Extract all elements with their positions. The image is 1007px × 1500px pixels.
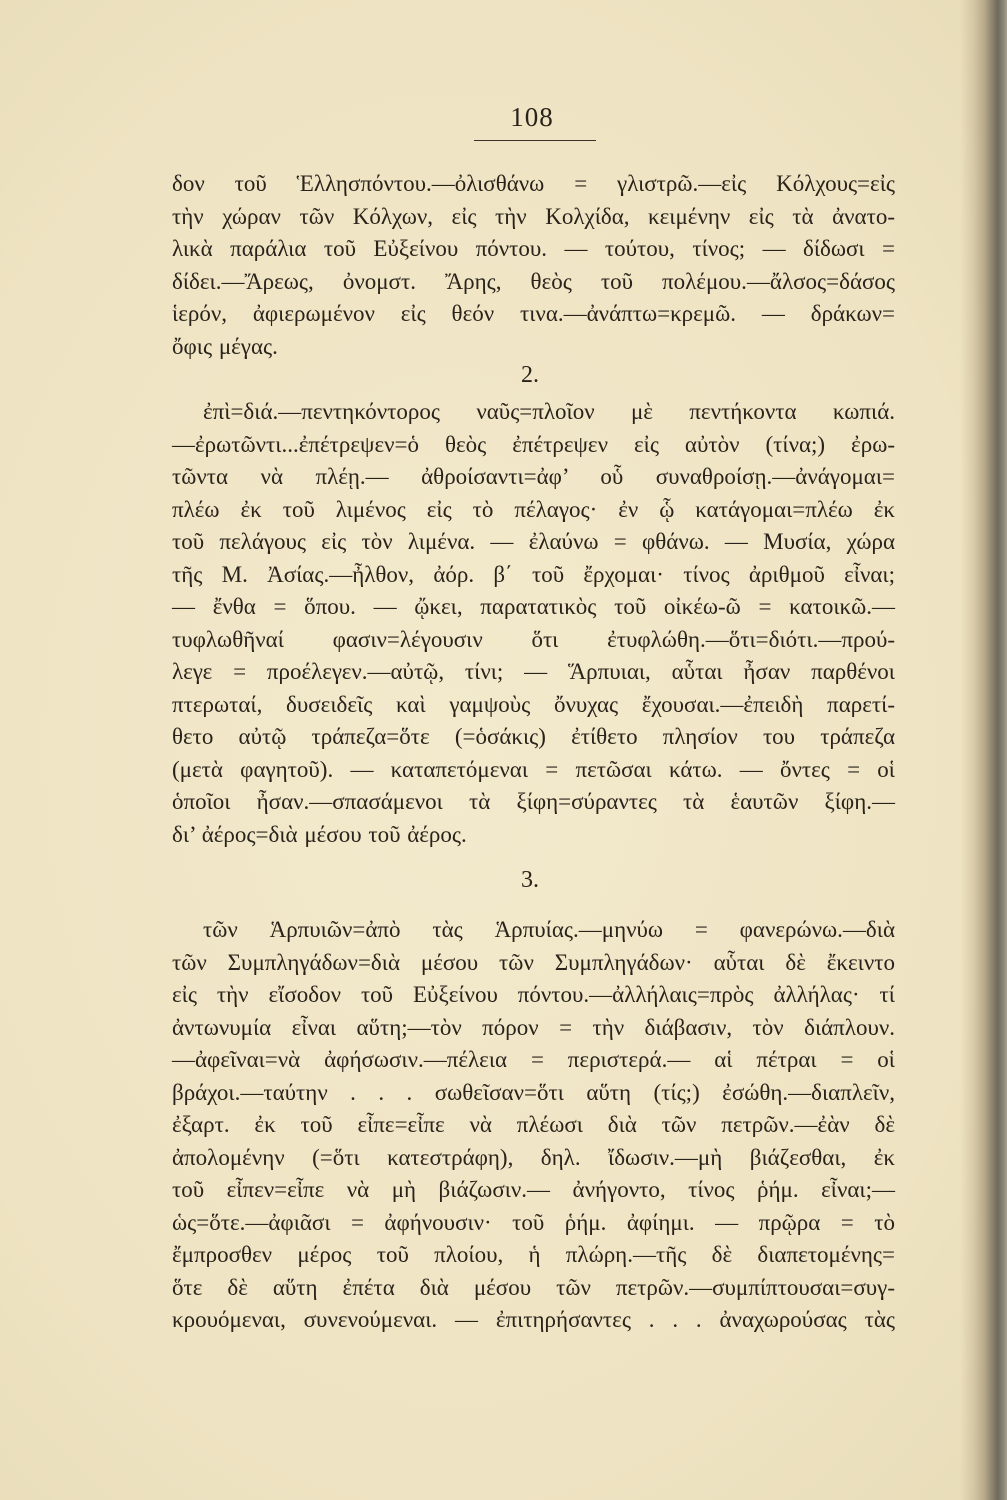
text-line: τῶντα νὰ πλέῃ.— ἀθροίσαντι=ἀφ’ οὗ συναθροίσῃ.—ἀνάγομαι= xyxy=(172,464,895,489)
text-line: βράχοι.—ταύτην . . . σωθεῖσαν=ὅτι αὕτη (τίς;) ἐσώθη.—διαπλεῖν, xyxy=(172,1079,895,1105)
section-number-2: 2. xyxy=(521,362,539,388)
text-line: δι’ ἀέρος=διὰ μέσου τοῦ ἀέρος. xyxy=(172,821,467,847)
text-line: ἀπολομένην (=ὅτι κατεστράφη), δηλ. ἴδωσιν.—μὴ βιάζεσθαι, ἐκ xyxy=(172,1144,895,1170)
text-line: — ἔνθα = ὅπου. — ᾤκει, παρατατικὸς τοῦ οἰκέω-ῶ = κατοικῶ.— xyxy=(172,594,895,619)
paragraph-1 xyxy=(172,168,895,363)
text-line: τυφλωθῆναί φασιν=λέγουσιν ὅτι ἐτυφλώθη.—ὅτι=διότι.—πρού- xyxy=(172,626,895,652)
text-line: πλέω ἐκ τοῦ λιμένος εἰς τὸ πέλαγος· ἐν ᾧ κατάγομαι=πλέω ἐκ xyxy=(172,496,895,522)
text-line: πτερωταί, δυσειδεῖς καὶ γαμψοὺς ὄνυχας ἔχουσαι.—ἐπειδὴ παρετί- xyxy=(172,691,895,717)
section-3-paragraph xyxy=(172,914,895,1337)
text-line: ὡς=ὅτε.—ἀφιᾶσι = ἀφήνουσιν· τοῦ ῥήμ. ἀφίημι. — πρῷρα = τὸ xyxy=(172,1209,895,1235)
text-line: —ἐρωτῶντι...ἐπέτρεψεν=ὁ θεὸς ἐπέτρεψεν εἰς αὐτὸν (τίνα;) ἐρω- xyxy=(172,431,895,457)
text-line: δον τοῦ Ἑλλησπόντου.—ὀλισθάνω = γλιστρῶ.—εἰς Κόλχους=εἰς xyxy=(172,171,895,196)
text-line: τοῦ πελάγους εἰς τὸν λιμένα. — ἐλαύνω = φθάνω. — Μυσία, χώρα xyxy=(172,529,895,554)
text-line: ὅτε δὲ αὕτη ἐπέτα διὰ μέσου τῶν πετρῶν.—συμπίπτουσαι=συγ- xyxy=(172,1274,895,1300)
text-line: κρουόμεναι, συνενούμεναι. — ἐπιτηρήσαντες . . . ἀναχωρούσας τὰς xyxy=(172,1307,895,1332)
text-line: λικὰ παράλια τοῦ Εὐξείνου πόντου. — τούτου, τίνος; — δίδωσι = xyxy=(172,236,895,261)
text-line: (μετὰ φαγητοῦ). — καταπετόμεναι = πετῶσαι κάτω. — ὄντες = οἱ xyxy=(172,756,895,782)
text-line: τὴν χώραν τῶν Κόλχων, εἰς τὴν Κολχίδα, κειμένην εἰς τὰ ἀνατο- xyxy=(172,203,895,229)
text-line: ὁποῖοι ἦσαν.—σπασάμενοι τὰ ξίφη=σύραντες τὰ ἑαυτῶν ξίφη.— xyxy=(172,789,895,814)
text-line: ἱερόν, ἀφιερωμένον εἰς θεόν τινα.—ἀνάπτω=κρεμῶ. — δράκων= xyxy=(172,301,895,326)
book-binding-edge xyxy=(960,0,1007,1500)
section-2-paragraph xyxy=(172,396,895,851)
text-line: εἰς τὴν εἴσοδον τοῦ Εὐξείνου πόντου.—ἀλλήλαις=πρὸς ἀλλήλας· τί xyxy=(172,982,895,1007)
section-number-3: 3. xyxy=(521,867,539,893)
text-line: ἔμπροσθεν μέρος τοῦ πλοίου, ἡ πλώρη.—τῆς δὲ διαπετομένης= xyxy=(172,1242,895,1267)
text-line: δίδει.—Ἄρεως, ὀνομστ. Ἄρης, θεὸς τοῦ πολέμου.—ἄλσος=δάσος xyxy=(172,268,895,294)
text-line: λεγε = προέλεγεν.—αὐτῷ, τίνι; — Ἅρπυιαι, αὗται ἦσαν παρθένοι xyxy=(172,659,895,684)
text-line: θετο αὐτῷ τράπεζα=ὅτε (=ὁσάκις) ἐτίθετο πλησίον του τράπεζα xyxy=(172,724,895,749)
text-line: τοῦ εἶπεν=εἶπε νὰ μὴ βιάζωσιν.— ἀνήγοντο, τίνος ῥήμ. εἶναι;— xyxy=(172,1177,895,1202)
text-line: ἐπὶ=διά.—πεντηκόντορος ναῦς=πλοῖον μὲ πεντήκοντα κωπιά. xyxy=(203,399,895,424)
text-line: ὄφις μέγας. xyxy=(172,333,278,359)
page-number: 108 xyxy=(510,102,554,132)
text-line: τῶν Ἁρπυιῶν=ἀπὸ τὰς Ἁρπυίας.—μηνύω = φανερώνω.—διὰ xyxy=(203,917,895,942)
page-number-rule xyxy=(474,140,596,141)
text-line: —ἀφεῖναι=νὰ ἀφήσωσιν.—πέλεια = περιστερά.— αἱ πέτραι = οἱ xyxy=(172,1047,895,1072)
text-line: τῶν Συμπληγάδων=διὰ μέσου τῶν Συμπληγάδων· αὗται δὲ ἔκειντο xyxy=(172,949,895,975)
text-line: τῆς Μ. Ἀσίας.—ἦλθον, ἀόρ. β΄ τοῦ ἔρχομαι· τίνος ἀριθμοῦ εἶναι; xyxy=(172,561,895,587)
text-line: ἐξαρτ. ἐκ τοῦ εἶπε=εἶπε νὰ πλέωσι διὰ τῶν πετρῶν.—ἐὰν δὲ xyxy=(172,1112,895,1137)
text-line: ἀντωνυμία εἶναι αὕτη;—τὸν πόρον = τὴν διάβασιν, τὸν διάπλουν. xyxy=(172,1014,895,1040)
